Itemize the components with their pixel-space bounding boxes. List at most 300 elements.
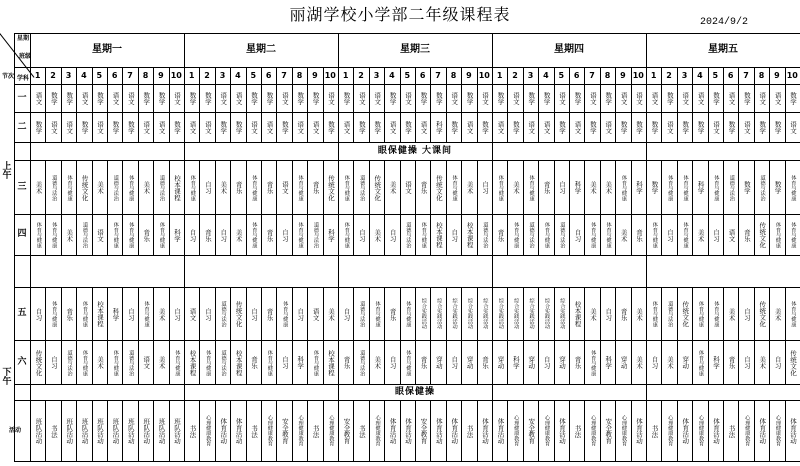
subject-cell: 美术 bbox=[373, 228, 382, 242]
afternoon-label: 下午 bbox=[2, 368, 12, 387]
subject-cell: 体育活动 bbox=[635, 418, 644, 444]
subject-cell: 数学 bbox=[342, 92, 351, 105]
row-label: 六 bbox=[17, 356, 27, 367]
subject-cell: 语文 bbox=[527, 121, 536, 134]
subject-cell: 安全教育 bbox=[342, 418, 351, 444]
subject-cell: 数学 bbox=[80, 121, 89, 134]
period-number: 8 bbox=[758, 70, 765, 80]
subject-cell: 校本课程 bbox=[434, 222, 443, 248]
subject-cell: 安全教育 bbox=[419, 418, 428, 444]
subject-cell: 数学 bbox=[665, 92, 674, 105]
day-header: 星期一 bbox=[92, 44, 122, 55]
subject-cell: 美术 bbox=[142, 181, 151, 194]
subject-cell: 体育活动 bbox=[481, 418, 490, 444]
subject-cell: 校本课程 bbox=[465, 222, 474, 248]
subject-cell: 道德与法治 bbox=[220, 301, 227, 327]
subject-cell: 自习 bbox=[665, 228, 674, 242]
subject-cell: 数学 bbox=[327, 121, 336, 134]
subject-cell: 体育与健康 bbox=[35, 222, 42, 248]
subject-cell: 体育与健康 bbox=[343, 222, 350, 248]
subject-cell: 心理健康教育 bbox=[328, 415, 335, 447]
subject-cell: 综合实践活动 bbox=[513, 298, 520, 330]
period-number: 6 bbox=[111, 70, 118, 80]
subject-cell: 美术 bbox=[665, 356, 674, 369]
subject-cell: 体育活动 bbox=[681, 418, 690, 444]
subject-cell: 自习 bbox=[219, 228, 228, 242]
subject-cell: 体育与健康 bbox=[420, 222, 427, 248]
period-number: 4 bbox=[389, 70, 395, 80]
subject-cell: 体育活动 bbox=[496, 418, 505, 444]
subject-cell: 语文 bbox=[465, 121, 474, 134]
subject-cell: 语文 bbox=[558, 92, 567, 105]
subject-cell: 体育与健康 bbox=[81, 349, 88, 376]
subject-cell: 传统文化 bbox=[373, 174, 382, 201]
subject-cell: 体育与健康 bbox=[713, 174, 720, 201]
subject-cell: 体育与健康 bbox=[189, 174, 196, 201]
subject-cell: 美术 bbox=[34, 181, 43, 194]
subject-cell: 班队活动 bbox=[142, 418, 151, 444]
subject-cell: 体育活动 bbox=[789, 418, 798, 444]
subject-cell: 道德与法治 bbox=[220, 349, 227, 376]
subject-cell: 体育与健康 bbox=[697, 349, 704, 376]
subject-cell: 校本课程 bbox=[327, 349, 336, 376]
period-number: 9 bbox=[158, 70, 164, 80]
subject-cell: 自习 bbox=[450, 228, 459, 242]
subject-cell: 音乐 bbox=[496, 228, 505, 242]
subject-cell: 美术 bbox=[635, 356, 644, 369]
subject-cell: 道德与法治 bbox=[312, 222, 319, 248]
subject-cell: 数学 bbox=[681, 121, 690, 134]
subject-cell: 数学 bbox=[203, 92, 212, 105]
subject-cell: 语文 bbox=[126, 92, 135, 105]
subject-cell: 道德与法治 bbox=[112, 174, 119, 201]
subject-cell: 美术 bbox=[373, 356, 382, 369]
subject-cell: 体育与健康 bbox=[51, 301, 58, 327]
subject-cell: 书法 bbox=[311, 424, 320, 438]
period-number: 2 bbox=[666, 70, 672, 80]
subject-cell: 体育与健康 bbox=[528, 174, 535, 201]
subject-cell: 书法 bbox=[465, 424, 474, 438]
day-header: 星期五 bbox=[708, 44, 738, 55]
subject-cell: 校本课程 bbox=[573, 301, 582, 327]
subject-cell: 体育与健康 bbox=[790, 222, 797, 248]
subject-cell: 自习 bbox=[388, 228, 397, 242]
subject-cell: 心理健康教育 bbox=[205, 415, 212, 447]
subject-cell: 道德与法治 bbox=[158, 174, 165, 201]
subject-cell: 数学 bbox=[696, 121, 705, 134]
subject-cell: 书法 bbox=[250, 424, 259, 438]
subject-cell: 美术 bbox=[234, 228, 243, 242]
subject-cell: 美术 bbox=[604, 181, 613, 194]
subject-cell: 自习 bbox=[250, 307, 259, 321]
subject-cell: 传统文化 bbox=[327, 174, 336, 201]
row-label: 五 bbox=[17, 308, 27, 318]
subject-cell: 自习 bbox=[742, 356, 751, 369]
period-number: 2 bbox=[50, 70, 56, 80]
subject-cell: 班队活动 bbox=[126, 418, 135, 444]
subject-cell: 数学 bbox=[511, 121, 520, 134]
subject-cell: 体育与健康 bbox=[513, 222, 520, 248]
subject-cell: 美术 bbox=[219, 181, 228, 194]
subject-cell: 安全教育 bbox=[280, 418, 289, 444]
subject-cell: 数学 bbox=[250, 92, 259, 105]
subject-cell: 语文 bbox=[727, 228, 736, 242]
subject-cell: 体育与健康 bbox=[251, 222, 258, 248]
period-number: 1 bbox=[650, 70, 657, 80]
subject-cell: 校本课程 bbox=[188, 349, 197, 376]
subject-cell: 音乐 bbox=[388, 307, 397, 321]
afternoon-break-band: 眼保健操 bbox=[394, 386, 435, 397]
subject-cell: 语文 bbox=[250, 121, 259, 134]
subject-cell: 数学 bbox=[434, 92, 443, 105]
period-number: 1 bbox=[188, 70, 195, 80]
subject-cell: 数学 bbox=[635, 121, 644, 134]
subject-cell: 语文 bbox=[388, 121, 397, 134]
subject-cell: 穿动 bbox=[558, 356, 567, 369]
subject-cell: 心理健康教育 bbox=[667, 415, 674, 447]
subject-cell: 体育活动 bbox=[404, 418, 413, 444]
subject-cell: 体育与健康 bbox=[112, 349, 119, 376]
subject-cell: 数学 bbox=[96, 92, 105, 105]
period-number: 10 bbox=[170, 70, 182, 80]
subject-cell: 科学 bbox=[296, 356, 305, 369]
break-band: 眼保健操 大课间 bbox=[377, 145, 453, 156]
subject-cell: 语文 bbox=[665, 121, 674, 134]
subject-cell: 体育与健康 bbox=[66, 174, 73, 201]
subject-cell: 传统文化 bbox=[234, 301, 243, 327]
subject-cell: 数学 bbox=[650, 121, 659, 134]
subject-cell: 体育与健康 bbox=[497, 174, 504, 201]
period-number: 3 bbox=[681, 70, 688, 80]
subject-cell: 传统文化 bbox=[758, 222, 767, 248]
subject-cell: 体育与健康 bbox=[374, 301, 381, 327]
day-header: 星期四 bbox=[554, 44, 584, 55]
subject-cell: 班队活动 bbox=[65, 418, 74, 444]
subject-cell: 数学 bbox=[34, 121, 43, 134]
period-number: 5 bbox=[404, 70, 411, 80]
subject-cell: 心理健康教育 bbox=[590, 415, 597, 447]
day-header: 星期二 bbox=[246, 44, 276, 55]
subject-cell: 体育与健康 bbox=[713, 301, 720, 327]
subject-cell: 心理健康教育 bbox=[513, 415, 520, 447]
subject-cell: 数学 bbox=[481, 121, 490, 134]
period-number: 9 bbox=[466, 70, 472, 80]
subject-cell: 数学 bbox=[388, 92, 397, 105]
subject-cell: 自习 bbox=[542, 356, 551, 369]
subject-cell: 语文 bbox=[773, 92, 782, 105]
subject-cell: 自习 bbox=[203, 181, 212, 194]
subject-cell: 音乐 bbox=[65, 307, 74, 321]
period-number: 3 bbox=[219, 70, 226, 80]
subject-cell: 自习 bbox=[558, 181, 567, 194]
subject-cell: 体育与健康 bbox=[790, 174, 797, 201]
subject-cell: 美术 bbox=[588, 307, 597, 321]
subject-cell: 自习 bbox=[188, 228, 197, 242]
subject-cell: 语文 bbox=[496, 121, 505, 134]
period-number: 6 bbox=[727, 70, 734, 80]
subject-cell: 书法 bbox=[650, 424, 659, 438]
day-header: 星期三 bbox=[400, 44, 430, 55]
subject-cell: 校本课程 bbox=[234, 349, 243, 376]
subject-cell: 数学 bbox=[404, 121, 413, 134]
subject-cell: 道德与法治 bbox=[51, 174, 58, 201]
period-number: 7 bbox=[435, 70, 441, 80]
subject-cell: 美术 bbox=[588, 181, 597, 194]
subject-cell: 穿动 bbox=[527, 356, 536, 369]
subject-cell: 语文 bbox=[65, 121, 74, 134]
subject-cell: 体育活动 bbox=[558, 418, 567, 444]
subject-cell: 美术 bbox=[635, 307, 644, 321]
subject-cell: 音乐 bbox=[481, 356, 490, 369]
subject-cell: 科学 bbox=[511, 356, 520, 369]
subject-cell: 书法 bbox=[49, 424, 58, 438]
subject-cell: 道德与法治 bbox=[359, 349, 366, 376]
subject-cell: 体育活动 bbox=[388, 418, 397, 444]
subject-cell: 语文 bbox=[450, 92, 459, 105]
period-number: 6 bbox=[419, 70, 426, 80]
subject-cell: 音乐 bbox=[419, 181, 428, 194]
subject-cell: 道德与法治 bbox=[66, 349, 73, 376]
subject-cell: 体育活动 bbox=[450, 418, 459, 444]
subject-cell: 传统文化 bbox=[34, 349, 43, 376]
subject-cell: 传统文化 bbox=[80, 174, 89, 201]
subject-cell: 数学 bbox=[758, 121, 767, 134]
subject-cell: 心理健康教育 bbox=[774, 415, 781, 447]
subject-cell: 体育活动 bbox=[758, 418, 767, 444]
subject-cell: 美术 bbox=[696, 228, 705, 242]
period-number: 1 bbox=[342, 70, 349, 80]
subject-cell: 语文 bbox=[542, 121, 551, 134]
period-number: 5 bbox=[712, 70, 719, 80]
subject-cell: 书法 bbox=[573, 424, 582, 438]
subject-cell: 体育与健康 bbox=[174, 349, 181, 376]
subject-cell: 自习 bbox=[296, 307, 305, 321]
corner-period-label: 节次 bbox=[1, 73, 14, 80]
subject-cell: 体育与健康 bbox=[205, 349, 212, 376]
subject-cell: 数学 bbox=[604, 92, 613, 105]
period-number: 9 bbox=[774, 70, 780, 80]
subject-cell: 数学 bbox=[527, 92, 536, 105]
subject-cell: 班队活动 bbox=[111, 418, 120, 444]
subject-cell: 科学 bbox=[573, 181, 582, 194]
subject-cell: 体育活动 bbox=[219, 418, 228, 444]
subject-cell: 数学 bbox=[742, 92, 751, 105]
subject-cell: 语文 bbox=[404, 181, 413, 194]
subject-cell: 美术 bbox=[773, 307, 782, 321]
subject-cell: 语文 bbox=[173, 92, 182, 105]
subject-cell: 心理健康教育 bbox=[374, 415, 381, 447]
subject-cell: 美术 bbox=[96, 181, 105, 194]
subject-cell: 数学 bbox=[496, 92, 505, 105]
subject-cell: 语文 bbox=[96, 228, 105, 242]
subject-cell: 音乐 bbox=[265, 181, 274, 194]
period-number: 2 bbox=[512, 70, 518, 80]
subject-cell: 书法 bbox=[727, 424, 736, 438]
period-number: 8 bbox=[604, 70, 611, 80]
period-number: 3 bbox=[527, 70, 534, 80]
subject-cell: 科学 bbox=[712, 356, 721, 369]
subject-cell: 数学 bbox=[157, 92, 166, 105]
corner-weekday-label: 星期 bbox=[16, 35, 29, 42]
subject-cell: 心理健康教育 bbox=[543, 415, 550, 447]
subject-cell: 数学 bbox=[173, 121, 182, 134]
subject-cell: 体育与健康 bbox=[282, 301, 289, 327]
subject-cell: 语文 bbox=[265, 121, 274, 134]
subject-cell: 美术 bbox=[157, 307, 166, 321]
subject-cell: 语文 bbox=[311, 307, 320, 321]
subject-cell: 数学 bbox=[450, 121, 459, 134]
subject-cell: 道德与法治 bbox=[482, 222, 489, 248]
period-number: 4 bbox=[235, 70, 241, 80]
subject-cell: 语文 bbox=[727, 92, 736, 105]
subject-cell: 语文 bbox=[219, 92, 228, 105]
period-number: 7 bbox=[589, 70, 595, 80]
morning-label: 上午 bbox=[2, 162, 12, 181]
subject-cell: 数学 bbox=[588, 121, 597, 134]
subject-cell: 体育与健康 bbox=[697, 301, 704, 327]
subject-cell: 穿动 bbox=[465, 356, 474, 369]
subject-cell: 数学 bbox=[49, 92, 58, 105]
subject-cell: 音乐 bbox=[573, 356, 582, 369]
subject-cell: 语文 bbox=[573, 121, 582, 134]
period-number: 7 bbox=[281, 70, 287, 80]
grid-line bbox=[14, 255, 800, 256]
subject-cell: 语文 bbox=[758, 92, 767, 105]
subject-cell: 音乐 bbox=[311, 181, 320, 194]
subject-cell: 自习 bbox=[126, 307, 135, 321]
subject-cell: 音乐 bbox=[234, 181, 243, 194]
period-number: 6 bbox=[265, 70, 272, 80]
subject-cell: 班队活动 bbox=[96, 418, 105, 444]
subject-cell: 心理健康教育 bbox=[697, 415, 704, 447]
subject-cell: 语文 bbox=[96, 121, 105, 134]
subject-cell: 传统文化 bbox=[434, 174, 443, 201]
subject-cell: 数学 bbox=[234, 121, 243, 134]
subject-cell: 数学 bbox=[558, 121, 567, 134]
subject-cell: 语文 bbox=[157, 121, 166, 134]
subject-cell: 自习 bbox=[773, 356, 782, 369]
subject-cell: 自习 bbox=[388, 356, 397, 369]
subject-cell: 语文 bbox=[357, 92, 366, 105]
subject-cell: 体育与健康 bbox=[266, 349, 273, 376]
period-number: 10 bbox=[324, 70, 336, 80]
subject-cell: 美术 bbox=[619, 228, 628, 242]
period-number: 4 bbox=[81, 70, 87, 80]
subject-cell: 自习 bbox=[357, 228, 366, 242]
subject-cell: 道德与法治 bbox=[667, 301, 674, 327]
subject-cell: 道德与法治 bbox=[759, 174, 766, 201]
subject-cell: 语文 bbox=[34, 92, 43, 105]
subject-cell: 综合实践活动 bbox=[420, 298, 427, 330]
subject-cell: 音乐 bbox=[142, 228, 151, 242]
subject-cell: 传统文化 bbox=[681, 301, 690, 327]
subject-cell: 自习 bbox=[173, 307, 182, 321]
subject-cell: 自习 bbox=[712, 228, 721, 242]
subject-cell: 体育与健康 bbox=[405, 349, 412, 376]
period-number: 8 bbox=[450, 70, 457, 80]
subject-cell: 语文 bbox=[142, 121, 151, 134]
subject-cell: 语文 bbox=[80, 92, 89, 105]
subject-cell: 数学 bbox=[280, 121, 289, 134]
subject-cell: 书法 bbox=[188, 424, 197, 438]
subject-cell: 数学 bbox=[219, 121, 228, 134]
subject-cell: 自习 bbox=[342, 307, 351, 321]
subject-cell: 科学 bbox=[111, 307, 120, 321]
subject-cell: 数学 bbox=[712, 92, 721, 105]
subject-cell: 传统文化 bbox=[789, 349, 798, 376]
subject-cell: 美术 bbox=[65, 228, 74, 242]
subject-cell: 语文 bbox=[280, 181, 289, 194]
subject-cell: 科学 bbox=[635, 181, 644, 194]
period-number: 10 bbox=[478, 70, 490, 80]
subject-cell: 体育与健康 bbox=[451, 174, 458, 201]
subject-cell: 校本课程 bbox=[173, 174, 182, 201]
subject-cell: 书法 bbox=[357, 424, 366, 438]
subject-cell: 体育与健康 bbox=[682, 174, 689, 201]
subject-cell: 道德与法治 bbox=[81, 222, 88, 248]
subject-cell: 语文 bbox=[650, 92, 659, 105]
subject-cell: 数学 bbox=[65, 92, 74, 105]
subject-cell: 音乐 bbox=[419, 356, 428, 369]
subject-cell: 体育与健康 bbox=[312, 349, 319, 376]
period-number: 7 bbox=[743, 70, 749, 80]
subject-cell: 美术 bbox=[388, 181, 397, 194]
subject-cell: 语文 bbox=[373, 92, 382, 105]
subject-cell: 道德与法治 bbox=[359, 174, 366, 201]
subject-cell: 道德与法治 bbox=[128, 349, 135, 376]
subject-cell: 语文 bbox=[296, 121, 305, 134]
subject-cell: 体育与健康 bbox=[543, 222, 550, 248]
period-number: 6 bbox=[573, 70, 580, 80]
subject-cell: 美术 bbox=[96, 356, 105, 369]
subject-cell: 体育与健康 bbox=[620, 174, 627, 201]
subject-cell: 语文 bbox=[604, 121, 613, 134]
subject-cell: 语文 bbox=[619, 92, 628, 105]
subject-cell: 数学 bbox=[142, 92, 151, 105]
row-label: 一 bbox=[17, 92, 27, 103]
period-number: 2 bbox=[358, 70, 364, 80]
subject-cell: 语文 bbox=[142, 356, 151, 369]
subject-cell: 音乐 bbox=[542, 181, 551, 194]
subject-cell: 科学 bbox=[434, 121, 443, 134]
subject-cell: 班队活动 bbox=[34, 418, 43, 444]
subject-cell: 体育与健康 bbox=[143, 301, 150, 327]
subject-cell: 音乐 bbox=[265, 307, 274, 321]
period-number: 2 bbox=[204, 70, 210, 80]
period-number: 10 bbox=[786, 70, 798, 80]
subject-cell: 体育与健康 bbox=[774, 222, 781, 248]
subject-cell: 美术 bbox=[758, 356, 767, 369]
subject-cell: 语文 bbox=[188, 307, 197, 321]
subject-cell: 班队活动 bbox=[173, 418, 182, 444]
row-label: 活动 bbox=[8, 426, 21, 434]
period-number: 5 bbox=[96, 70, 103, 80]
row-label: 三 bbox=[17, 181, 27, 192]
subject-cell: 综合实践活动 bbox=[436, 298, 443, 330]
subject-cell: 体育与健康 bbox=[128, 174, 135, 201]
period-number: 1 bbox=[496, 70, 503, 80]
subject-cell: 数学 bbox=[188, 92, 197, 105]
subject-cell: 音乐 bbox=[742, 228, 751, 242]
period-number: 9 bbox=[312, 70, 318, 80]
subject-cell: 体育与健康 bbox=[158, 222, 165, 248]
subject-cell: 数学 bbox=[542, 92, 551, 105]
period-number: 5 bbox=[558, 70, 565, 80]
subject-cell: 体育活动 bbox=[712, 418, 721, 444]
subject-cell: 音乐 bbox=[203, 228, 212, 242]
subject-cell: 穿动 bbox=[496, 356, 505, 369]
period-number: 4 bbox=[543, 70, 549, 80]
